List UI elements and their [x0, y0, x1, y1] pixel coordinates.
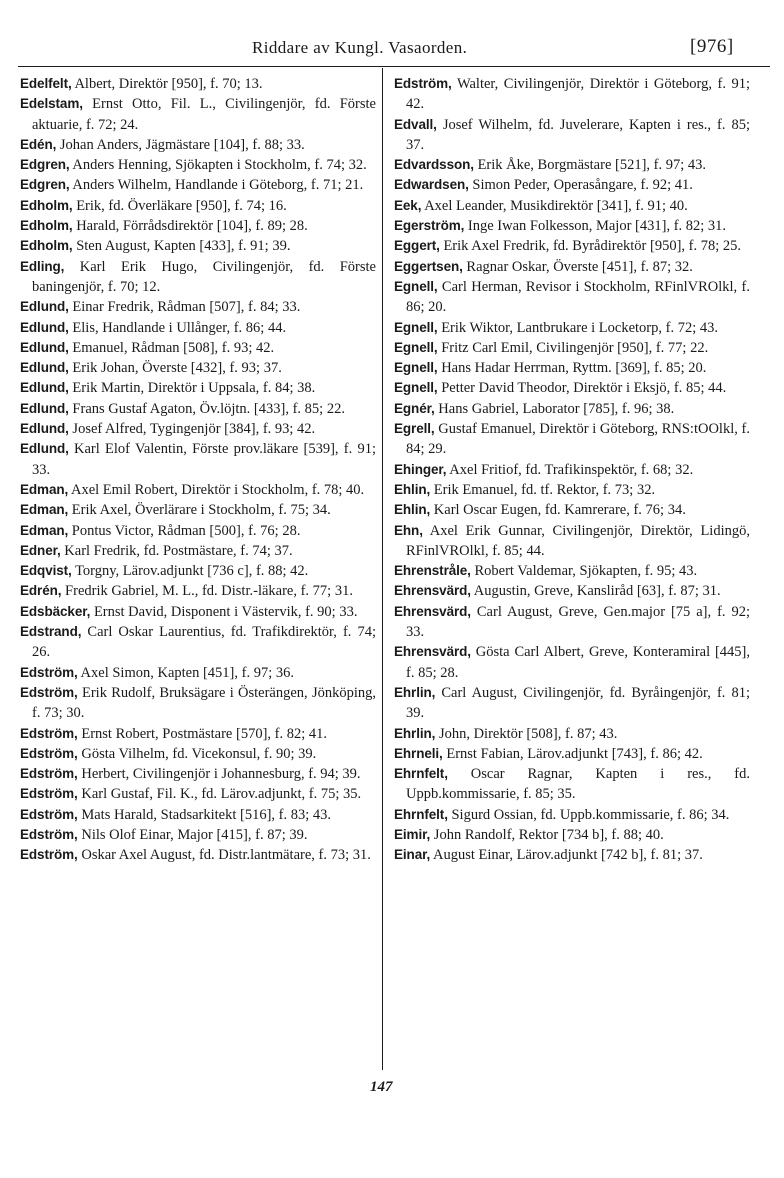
entry-surname: Edling,	[20, 258, 65, 274]
entry-surname: Edsbäcker,	[20, 603, 91, 619]
entry-details: Erik Martin, Direktör i Uppsala, f. 84; 38.	[68, 380, 316, 397]
directory-entry	[394, 724, 750, 744]
entry-surname: Edholm,	[20, 197, 73, 213]
directory-entry	[20, 480, 376, 500]
directory-entry	[20, 318, 376, 338]
entry-surname: Egrell,	[394, 421, 435, 437]
entry-surname: Ehrensvärd,	[394, 583, 471, 599]
entry-details: Carl Oskar Laurentius, fd. Trafikdirektör, f. 74; 26.	[32, 624, 376, 661]
entry-surname: Edström,	[20, 684, 78, 700]
entry-details: Erik Emanuel, fd. tf. Rektor, f. 73; 32.	[430, 481, 656, 498]
entry-surname: Eggert,	[394, 238, 440, 254]
directory-entry	[20, 683, 376, 724]
entry-surname: Edrén,	[20, 583, 62, 599]
entry-surname: Edström,	[20, 745, 78, 761]
entry-surname: Eek,	[394, 197, 422, 213]
entry-surname: Ehrenstråle,	[394, 563, 471, 579]
entry-surname: Edström,	[20, 725, 78, 741]
directory-entry	[20, 764, 376, 784]
directory-entry	[394, 845, 750, 865]
directory-entry	[394, 805, 750, 825]
directory-entry	[20, 622, 376, 663]
entry-surname: Edner,	[20, 542, 61, 558]
directory-entry	[394, 175, 750, 195]
entry-surname: Edqvist,	[20, 563, 72, 579]
entry-details: Ernst Fabian, Lärov.adjunkt [743], f. 86; 42.	[442, 745, 703, 762]
directory-entry	[394, 74, 750, 115]
entry-details: Sten August, Kapten [433], f. 91; 39.	[72, 238, 291, 255]
entry-surname: Edlund,	[20, 421, 69, 437]
entry-surname: Edlund,	[20, 360, 69, 376]
entry-details: Sigurd Ossian, fd. Uppb.kommissarie, f. 86; 34.	[447, 806, 730, 823]
directory-entry	[394, 460, 750, 480]
entry-details: Harald, Förrådsdirektör [104], f. 89; 28.	[72, 218, 308, 235]
entry-details: Anders Wilhelm, Handlande i Göteborg, f. 71; 21.	[69, 177, 364, 194]
entry-details: Einar Fredrik, Rådman [507], f. 84; 33.	[68, 299, 301, 316]
entry-surname: Ehrlin,	[394, 684, 436, 700]
entry-details: Axel Erik Gunnar, Civilingenjör, Direktör, Lidingö, RFinlVROlkl, f. 85; 44.	[406, 522, 750, 559]
directory-entry	[20, 805, 376, 825]
entry-details: Fredrik Gabriel, M. L., fd. Distr.-läkare, f. 77; 31.	[61, 583, 353, 600]
entry-details: August Einar, Lärov.adjunkt [742 b], f. 81; 37.	[430, 847, 703, 864]
entry-details: Ragnar Oskar, Överste [451], f. 87; 32.	[462, 258, 693, 275]
entry-details: Oskar Axel August, fd. Distr.lantmätare, f. 73; 31.	[77, 847, 371, 864]
entry-surname: Edlund,	[20, 339, 69, 355]
directory-entry	[394, 480, 750, 500]
entry-surname: Ehlin,	[394, 481, 431, 497]
entry-details: Fritz Carl Emil, Civilingenjör [950], f. 77; 22.	[437, 339, 709, 356]
entry-details: Erik Axel Fredrik, fd. Byrådirektör [950], f. 78; 25.	[439, 238, 742, 255]
entry-details: Erik Johan, Överste [432], f. 93; 37.	[68, 360, 282, 377]
directory-entry	[394, 196, 750, 216]
directory-entry	[20, 541, 376, 561]
entry-surname: Einar,	[394, 847, 431, 863]
header-rule	[18, 66, 770, 67]
entry-surname: Egnér,	[394, 400, 435, 416]
directory-entry	[394, 825, 750, 845]
entry-details: Erik, fd. Överläkare [950], f. 74; 16.	[72, 197, 287, 214]
entry-surname: Edlund,	[20, 380, 69, 396]
entry-details: John, Direktör [508], f. 87; 43.	[435, 725, 618, 742]
entry-surname: Edlund,	[20, 400, 69, 416]
entry-details: Carl August, Civilingenjör, fd. Byråingenjör, f. 81; 39.	[406, 684, 750, 722]
entry-surname: Edvall,	[394, 116, 437, 132]
entry-details: Albert, Direktör [950], f. 70; 13.	[71, 76, 263, 92]
page-code: [976]	[690, 36, 734, 57]
entry-surname: Ehn,	[394, 522, 423, 538]
entry-surname: Edelfelt,	[20, 76, 72, 91]
entry-surname: Edman,	[20, 481, 69, 497]
left-column	[20, 74, 376, 866]
directory-entry	[20, 175, 376, 195]
entry-surname: Edgren,	[20, 157, 70, 173]
directory-entry	[394, 257, 750, 277]
directory-entry	[394, 602, 750, 643]
entry-details: Gösta Carl Albert, Greve, Konteramiral [445], f. 85; 28.	[406, 644, 750, 681]
directory-entry	[394, 399, 750, 419]
entry-surname: Edlund,	[20, 441, 69, 457]
entry-details: Axel Emil Robert, Direktör i Stockholm, f. 78; 40.	[68, 481, 365, 498]
entry-details: Josef Alfred, Tygingenjör [384], f. 93; 42.	[68, 421, 316, 438]
entry-surname: Ehrnfelt,	[394, 766, 448, 782]
directory-entry	[20, 663, 376, 683]
entry-details: Ernst David, Disponent i Västervik, f. 90; 33.	[90, 603, 358, 620]
directory-entry	[20, 845, 376, 865]
entry-details: Pontus Victor, Rådman [500], f. 76; 28.	[68, 522, 301, 539]
directory-entry	[20, 74, 376, 94]
entry-surname: Egnell,	[394, 278, 438, 294]
directory-entry	[394, 581, 750, 601]
entry-details: Robert Valdemar, Sjökapten, f. 95; 43.	[470, 563, 698, 580]
directory-entry	[20, 399, 376, 419]
directory-entry	[394, 358, 750, 378]
entry-details: Walter, Civilingenjör, Direktör i Göteborg, f. 91; 42.	[406, 76, 750, 113]
entry-details: Frans Gustaf Agaton, Öv.löjtn. [433], f. 85; 22.	[68, 400, 345, 417]
column-divider	[382, 68, 383, 1070]
entry-surname: Edgren,	[20, 177, 70, 193]
entry-surname: Edström,	[394, 76, 452, 91]
entry-details: Josef Wilhelm, fd. Juvelerare, Kapten i res., f. 85; 37.	[406, 116, 750, 153]
entry-details: John Randolf, Rektor [734 b], f. 88; 40.	[430, 826, 664, 843]
directory-entry	[20, 602, 376, 622]
entry-surname: Egnell,	[394, 380, 438, 396]
entry-surname: Edén,	[20, 136, 57, 152]
directory-entry	[20, 155, 376, 175]
directory-entry	[394, 764, 750, 805]
entry-surname: Egnell,	[394, 319, 438, 335]
directory-entry	[394, 642, 750, 683]
directory-entry	[20, 724, 376, 744]
entry-surname: Egerström,	[394, 218, 465, 234]
directory-entry	[394, 115, 750, 156]
right-column	[394, 74, 750, 866]
directory-entry	[394, 277, 750, 318]
running-head: Riddare av Kungl. Vasaorden.	[252, 38, 468, 57]
entry-surname: Edstrand,	[20, 624, 82, 640]
directory-entry	[20, 216, 376, 236]
entry-details: Gustaf Emanuel, Direktör i Göteborg, RNS:tOOlkl, f. 84; 29.	[406, 421, 750, 458]
directory-entry	[20, 236, 376, 256]
entry-surname: Ehrlin,	[394, 725, 436, 741]
entry-details: Axel Leander, Musikdirektör [341], f. 91; 40.	[421, 197, 688, 214]
entry-surname: Edström,	[20, 847, 78, 863]
directory-entry	[394, 378, 750, 398]
entry-details: Hans Gabriel, Laborator [785], f. 96; 38.	[434, 400, 675, 417]
entry-surname: Edström,	[20, 786, 78, 802]
entry-details: Inge Iwan Folkesson, Major [431], f. 82; 31.	[464, 218, 727, 235]
directory-entry	[20, 338, 376, 358]
directory-entry	[20, 196, 376, 216]
directory-entry	[394, 419, 750, 460]
entry-details: Augustin, Greve, Kansliråd [63], f. 87; 31.	[470, 583, 721, 600]
directory-entry	[394, 236, 750, 256]
directory-entry	[20, 825, 376, 845]
entry-surname: Edholm,	[20, 218, 73, 234]
entry-surname: Edström,	[20, 806, 78, 822]
directory-entry	[394, 338, 750, 358]
entry-surname: Ehlin,	[394, 502, 431, 518]
entry-details: Ernst Robert, Postmästare [570], f. 82; 41.	[77, 725, 328, 742]
entry-surname: Ehrneli,	[394, 745, 443, 761]
entry-details: Carl August, Greve, Gen.major [75 a], f. 92; 33.	[406, 603, 750, 641]
entry-details: Anders Henning, Sjökapten i Stockholm, f. 74; 32.	[69, 157, 367, 174]
entry-details: Elis, Handlande i Ullånger, f. 86; 44.	[68, 319, 287, 336]
entry-details: Axel Simon, Kapten [451], f. 97; 36.	[77, 664, 294, 681]
directory-entry	[20, 419, 376, 439]
entry-surname: Edström,	[20, 826, 78, 842]
directory-entry	[20, 135, 376, 155]
directory-entry	[20, 500, 376, 520]
entry-surname: Egnell,	[394, 360, 438, 376]
directory-entry	[394, 216, 750, 236]
directory-entry	[20, 297, 376, 317]
page-number: 147	[370, 1079, 393, 1095]
entry-surname: Edlund,	[20, 299, 69, 315]
entry-details: Ernst Otto, Fil. L., Civilingenjör, fd. Förste aktuarie, f. 72; 24.	[32, 96, 376, 133]
entry-surname: Edwardsen,	[394, 177, 469, 193]
entry-details: Hans Hadar Herrman, Ryttm. [369], f. 85; 20.	[437, 360, 707, 377]
entry-details: Simon Peder, Operasångare, f. 92; 41.	[468, 177, 693, 194]
entry-surname: Edström,	[20, 664, 78, 680]
directory-entry	[20, 378, 376, 398]
entry-surname: Ehrensvärd,	[394, 603, 471, 619]
entry-details: Nils Olof Einar, Major [415], f. 87; 39.	[77, 826, 308, 843]
entry-details: Mats Harald, Stadsarkitekt [516], f. 83; 43.	[77, 806, 332, 823]
entry-surname: Edholm,	[20, 238, 73, 254]
entry-details: Gösta Vilhelm, fd. Vicekonsul, f. 90; 39.	[77, 745, 317, 762]
entry-details: Karl Fredrik, fd. Postmästare, f. 74; 37.	[60, 542, 293, 559]
entry-details: Johan Anders, Jägmästare [104], f. 88; 33.	[56, 136, 305, 153]
directory-entry	[394, 561, 750, 581]
entry-details: Erik Rudolf, Bruksägare i Österängen, Jönköping, f. 73; 30.	[32, 684, 376, 722]
entry-details: Oscar Ragnar, Kapten i res., fd. Uppb.kommissarie, f. 85; 35.	[406, 766, 750, 803]
entry-surname: Edlund,	[20, 319, 69, 335]
entry-surname: Edvardsson,	[394, 157, 474, 173]
directory-entry	[394, 500, 750, 520]
entry-details: Erik Axel, Överlärare i Stockholm, f. 75; 34.	[68, 502, 331, 519]
entry-details: Carl Herman, Revisor i Stockholm, RFinlVROlkl, f. 86; 20.	[406, 278, 750, 316]
directory-entry	[20, 439, 376, 480]
entry-details: Torgny, Lärov.adjunkt [736 c], f. 88; 42.	[71, 563, 309, 580]
entry-details: Petter David Theodor, Direktör i Eksjö, f. 85; 44.	[437, 380, 727, 397]
entry-surname: Egnell,	[394, 339, 438, 355]
entry-surname: Edelstam,	[20, 96, 83, 112]
entry-details: Herbert, Civilingenjör i Johannesburg, f. 94; 39.	[77, 766, 361, 783]
directory-entry	[20, 561, 376, 581]
directory-entry	[394, 318, 750, 338]
entry-surname: Ehrnfelt,	[394, 806, 448, 822]
directory-entry	[394, 155, 750, 175]
entry-surname: Ehrensvärd,	[394, 644, 471, 660]
entry-surname: Edman,	[20, 522, 69, 538]
entry-details: Karl Elof Valentin, Förste prov.läkare [539], f. 91; 33.	[32, 441, 376, 478]
entry-surname: Edström,	[20, 766, 78, 782]
entry-surname: Eggertsen,	[394, 258, 463, 274]
directory-entry	[394, 744, 750, 764]
directory-entry	[394, 683, 750, 724]
entry-surname: Ehinger,	[394, 461, 447, 477]
directory-entry	[20, 257, 376, 298]
directory-entry	[20, 744, 376, 764]
entry-details: Axel Fritiof, fd. Trafikinspektör, f. 68; 32.	[446, 461, 694, 478]
directory-entry	[394, 521, 750, 562]
entry-details: Erik Åke, Borgmästare [521], f. 97; 43.	[473, 157, 707, 174]
directory-entry	[20, 784, 376, 804]
entry-details: Emanuel, Rådman [508], f. 93; 42.	[68, 339, 275, 356]
directory-entry	[20, 358, 376, 378]
entry-details: Karl Erik Hugo, Civilingenjör, fd. Förste baningenjör, f. 70; 12.	[32, 258, 376, 295]
directory-entry	[20, 94, 376, 135]
directory-entry	[20, 521, 376, 541]
entry-details: Karl Gustaf, Fil. K., fd. Lärov.adjunkt, f. 75; 35.	[77, 786, 362, 803]
entry-details: Karl Oscar Eugen, fd. Kamrerare, f. 76; 34.	[430, 502, 686, 519]
entry-surname: Edman,	[20, 502, 69, 518]
entry-surname: Eimir,	[394, 826, 431, 842]
entry-details: Erik Wiktor, Lantbrukare i Locketorp, f. 72; 43.	[437, 319, 718, 336]
directory-entry	[20, 581, 376, 601]
